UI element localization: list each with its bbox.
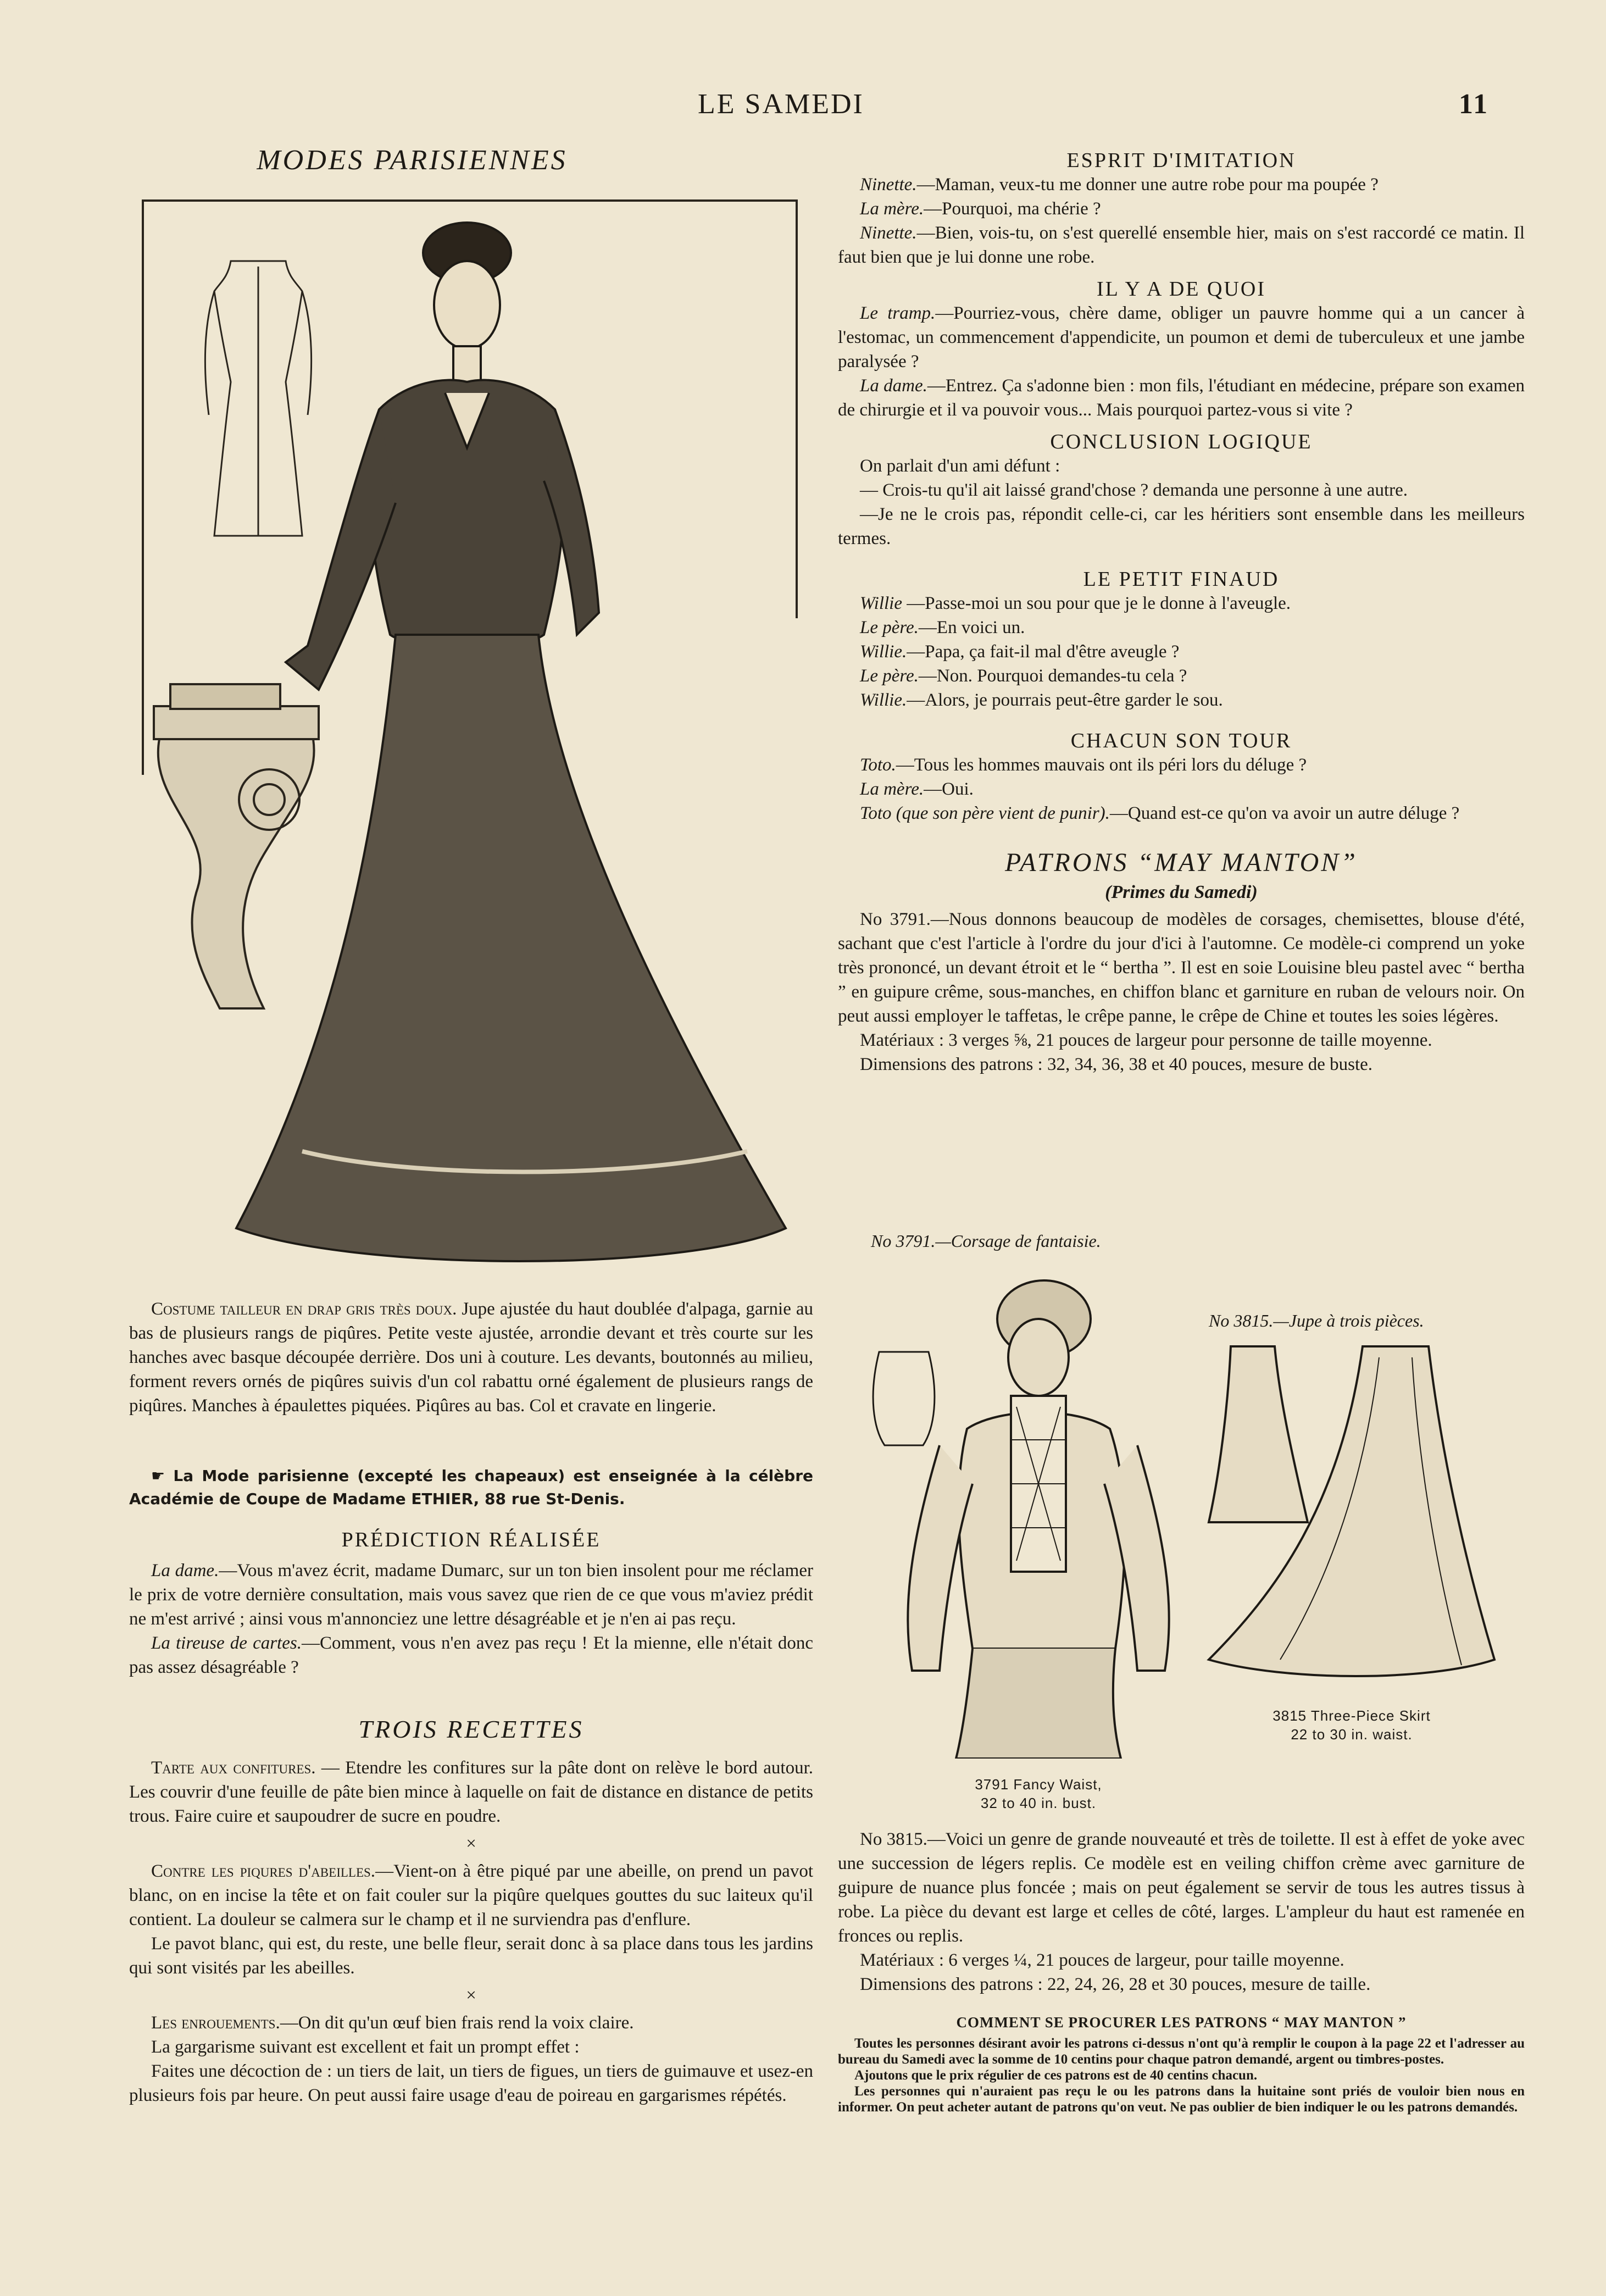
dialog-line: —Passe-moi un sou pour que je le donne à l'aveugle. [902, 594, 1291, 613]
dialog-line: —Maman, veux-tu me donner une autre robe pour ma poupée ? [916, 175, 1379, 195]
patron-3815-text [838, 1827, 1525, 1996]
comment-block [838, 2014, 1525, 2115]
speaker-label: Ninette. [860, 223, 917, 243]
ad-text: La Mode parisienne (excepté les chapeaux) est enseignée à la célèbre Académie de Coupe de Madame ETHIER, 88 rue St-Denis. [129, 1467, 813, 1508]
paragraph: Matériaux : 3 verges ⅝, 21 pouces de largeur pour personne de taille moyenne. [860, 1030, 1432, 1050]
back-view-sketch [873, 1352, 935, 1445]
speaker-label: La mère. [860, 199, 924, 219]
prediction-text [129, 1559, 813, 1679]
patron-3791-text [838, 907, 1525, 1077]
recipe-lead: Tarte aux confitures. [151, 1758, 316, 1778]
speaker-label: Le tramp. [860, 303, 936, 323]
speaker-label: Toto. [860, 755, 896, 775]
dialog-line: —Non. Pourquoi demandes-tu cela ? [918, 666, 1187, 686]
patrons-subtitle: (Primes du Samedi) [1105, 882, 1258, 902]
speaker-label: La mère. [860, 779, 924, 799]
dialog-line: —Oui. [924, 779, 974, 799]
chacun-title: CHACUN SON TOUR [1070, 729, 1292, 752]
finaud-title: LE PETIT FINAUD [1083, 568, 1280, 591]
dialog-line: —Tous les hommes mauvais ont ils péri lors du déluge ? [896, 755, 1307, 775]
modes-parisiennes-title: MODES PARISIENNES [257, 145, 568, 176]
speaker-label: La dame. [860, 376, 927, 396]
patrons-title: PATRONS “MAY MANTON” [1005, 848, 1358, 877]
caption-3791-top: No 3791.—Corsage de fantaisie. [871, 1231, 1101, 1251]
caption-3815-top: No 3815.—Jupe à trois pièces. [1209, 1311, 1424, 1330]
back-view-sketch [205, 261, 311, 536]
conclusion-text [838, 454, 1525, 551]
fashion-illustration [137, 195, 802, 1272]
caption-line: 32 to 40 in. bust. [980, 1795, 1097, 1811]
speaker-label: La tireuse de cartes. [151, 1633, 302, 1653]
paragraph: Ajoutons que le prix régulier de ces patrons est de 40 centins chacun. [854, 2068, 1258, 2083]
paragraph: Matériaux : 6 verges ¼, 21 pouces de largeur, pour taille moyenne. [860, 1950, 1344, 1970]
speaker-label: Ninette. [860, 175, 917, 195]
speaker-label: Le père. [860, 618, 919, 637]
recipe-text: —Vient-on à être piqué par une abeille, on prend un pavot blanc, on en incise la tête et on fait couler sur la piqûre quelques gouttes du suc laiteux qu'il contient. La douleur se calmera sur le champ et il ne surviendra pas d'enflure. [129, 1861, 813, 1929]
dialog-line: —Pourquoi, ma chérie ? [924, 199, 1101, 219]
caption-3815-bottom [1220, 1706, 1483, 1744]
speaker-label: Willie [860, 594, 902, 613]
paragraph: Toutes les personnes désirant avoir les patrons ci-dessus n'ont qu'à remplir le coupon à la page 22 et l'adresser au bureau du Samedi avec la somme de 10 centins pour chaque patron demandé, argent ou timbres-postes. [838, 2036, 1525, 2067]
page-number: 11 [1459, 88, 1490, 120]
chacun-dialog [838, 753, 1525, 825]
conclusion-title: CONCLUSION LOGIQUE [1050, 430, 1313, 453]
speaker-label: Toto (que son père vient de punir). [860, 803, 1110, 823]
ad-block [129, 1465, 813, 1511]
speaker-label: Willie. [860, 642, 907, 662]
paragraph: —Je ne le crois pas, répondit celle-ci, car les héritiers sont ensemble dans les meilleurs termes. [838, 504, 1525, 548]
finaud-dialog [838, 591, 1525, 712]
costume-description [129, 1297, 813, 1418]
separator: × [466, 1834, 476, 1854]
paragraph: Dimensions des patrons : 22, 24, 26, 28 et 30 pouces, mesure de taille. [860, 1975, 1371, 1994]
recipe-text: — Etendre les confitures sur la pâte dont on relève le bord autour. Les couvrir d'une feuille de pâte bien mince à laquelle on fait de distance en distance de petits trous. Faire cuire et saupoudrer de sucre en poudre. [129, 1758, 813, 1826]
prediction-title: PRÉDICTION RÉALISÉE [341, 1528, 601, 1551]
paragraph: No 3791.—Nous donnons beaucoup de modèles de corsages, chemisettes, blouse d'été, sachant que c'est l'article à l'ordre du jour d'ici à l'automne. Ce modèle-ci comprend un yoke très prononcé, un devant étroit et le “ bertha ”. Il est en soie Louisine bleu pastel avec “ bertha ” en guipure crême, sous-manches, en chiffon blanc et garniture en ruban de velours noir. On peut aussi employer le taffetas, le crêpe panne, le crêpe de Chine et toutes les soies légères. [838, 909, 1525, 1026]
recipe-lead: Contre les piqures d'abeilles. [151, 1861, 376, 1881]
speaker-label: Le père. [860, 666, 919, 686]
comment-title: COMMENT SE PROCURER LES PATRONS “ MAY MANTON ” [956, 2014, 1407, 2031]
three-piece-skirt-illustration [1198, 1341, 1505, 1682]
paragraph: On parlait d'un ami défunt : [860, 456, 1060, 476]
dialog-line: —Bien, vois-tu, on s'est querellé ensemble hier, mais on s'est raccordé ce matin. Il faut bien que je lui donne une robe. [838, 223, 1525, 267]
caption-line: 22 to 30 in. waist. [1291, 1726, 1413, 1743]
recipe-text: La gargarisme suivant est excellent et fait un prompt effet : [151, 2037, 580, 2057]
paragraph: — Crois-tu qu'il ait laissé grand'chose ? demanda une personne à une autre. [860, 480, 1408, 500]
separator: × [466, 1986, 476, 2005]
recipe-text: Faites une décoction de : un tiers de lait, un tiers de figues, un tiers de guimauve et usez-en plusieurs fois par heure. On peut aussi faire usage d'eau de poireau en gargarismes répétés. [129, 2061, 813, 2105]
quoi-title: IL Y A DE QUOI [1097, 278, 1266, 301]
costume-text: Jupe ajustée du haut doublée d'alpaga, garnie au bas de plusieurs rangs de piqûres. Petite veste ajustée, arrondie devant et très courte sur les hanches avec basque découpée derrière. Dos uni à couture. Les devants, boutonnés au milieu, forment revers ornés de piqûres suivis d'un col rabattu orné également de plusieurs rangs de piqûres. Manches à épaulettes piquées. Piqûres au bas. Col et cravate en lingerie. [129, 1299, 813, 1416]
dialog-line: —Vous m'avez écrit, madame Dumarc, sur un ton bien insolent pour me réclamer le prix de votre dernière consultation, mais vous savez que rien de ce que vous m'aviez prédit ne m'est arrivé ; ainsi vous m'annonciez une lettre désagréable et je n'en ai pas reçu. [129, 1561, 813, 1629]
esprit-dialog [838, 173, 1525, 269]
caption-line: 3791 Fancy Waist, [975, 1776, 1102, 1793]
costume-lead: Costume tailleur en drap gris très doux. [151, 1299, 457, 1319]
quoi-dialog [838, 301, 1525, 422]
dialog-line: —En voici un. [918, 618, 1025, 637]
dialog-line: —Papa, ça fait-il mal d'être aveugle ? [907, 642, 1180, 662]
right-column [838, 148, 1525, 1077]
fancy-waist-illustration [857, 1264, 1187, 1759]
recipe-lead: Les enrouements. [151, 2013, 280, 2033]
caption-3791-bottom [907, 1775, 1170, 1812]
recipes-text [129, 1756, 813, 2108]
recipe-text: —On dit qu'un œuf bien frais rend la voix claire. [280, 2013, 634, 2033]
console-table [154, 684, 319, 1008]
caption-line: 3815 Three-Piece Skirt [1272, 1707, 1431, 1724]
dialog-line: —Quand est-ce qu'on va avoir un autre déluge ? [1109, 803, 1460, 823]
dialog-line: —Pourriez-vous, chère dame, obliger un pauvre homme qui a un cancer à l'estomac, un commencement d'appendicite, un poumon et demi de tuberculeux et une jambe paralysée ? [838, 303, 1525, 371]
paragraph: Dimensions des patrons : 32, 34, 36, 38 et 40 pouces, mesure de buste. [860, 1055, 1373, 1074]
dialog-line: —Entrez. Ça s'adonne bien : mon fils, l'étudiant en médecine, prépare son examen de chirurgie et il va pouvoir vous... Mais pourquoi partez-vous si vite ? [838, 376, 1525, 420]
paragraph: Les personnes qui n'auraient pas reçu le ou les patrons dans la huitaine sont priés de vouloir bien nous en informer. On peut acheter autant de patrons qu'on veut. Ne pas oublier de bien indiquer le ou les patrons demandés. [838, 2084, 1525, 2115]
recipe-text: Le pavot blanc, qui est, du reste, une belle fleur, serait donc à sa place dans tous les jardins qui sont visités par les abeilles. [129, 1934, 813, 1978]
recipes-title: TROIS RECETTES [358, 1715, 584, 1743]
speaker-label: La dame. [151, 1561, 219, 1580]
esprit-title: ESPRIT D'IMITATION [1066, 149, 1296, 172]
dialog-line: —Comment, vous n'en avez pas reçu ! Et la mienne, elle n'était donc pas assez désagréable ? [129, 1633, 813, 1677]
woman-figure [236, 223, 786, 1261]
paragraph: No 3815.—Voici un genre de grande nouveauté et très de toilette. Il est à effet de yoke avec une succession de légers replis. Ce modèle est en veiling chiffon crème avec garniture de guipure de nuance plus foncée ; mais on peut également se servir de tous les autres tissus à robe. La pièce du devant est large et celles de côté, larges. L'ampleur du haut est ramenée en fronces ou replis. [838, 1829, 1525, 1946]
dialog-line: —Alors, je pourrais peut-être garder le sou. [907, 690, 1223, 710]
pointing-hand-icon: ☛ [151, 1467, 165, 1485]
speaker-label: Willie. [860, 690, 907, 710]
journal-title: LE SAMEDI [698, 88, 864, 120]
